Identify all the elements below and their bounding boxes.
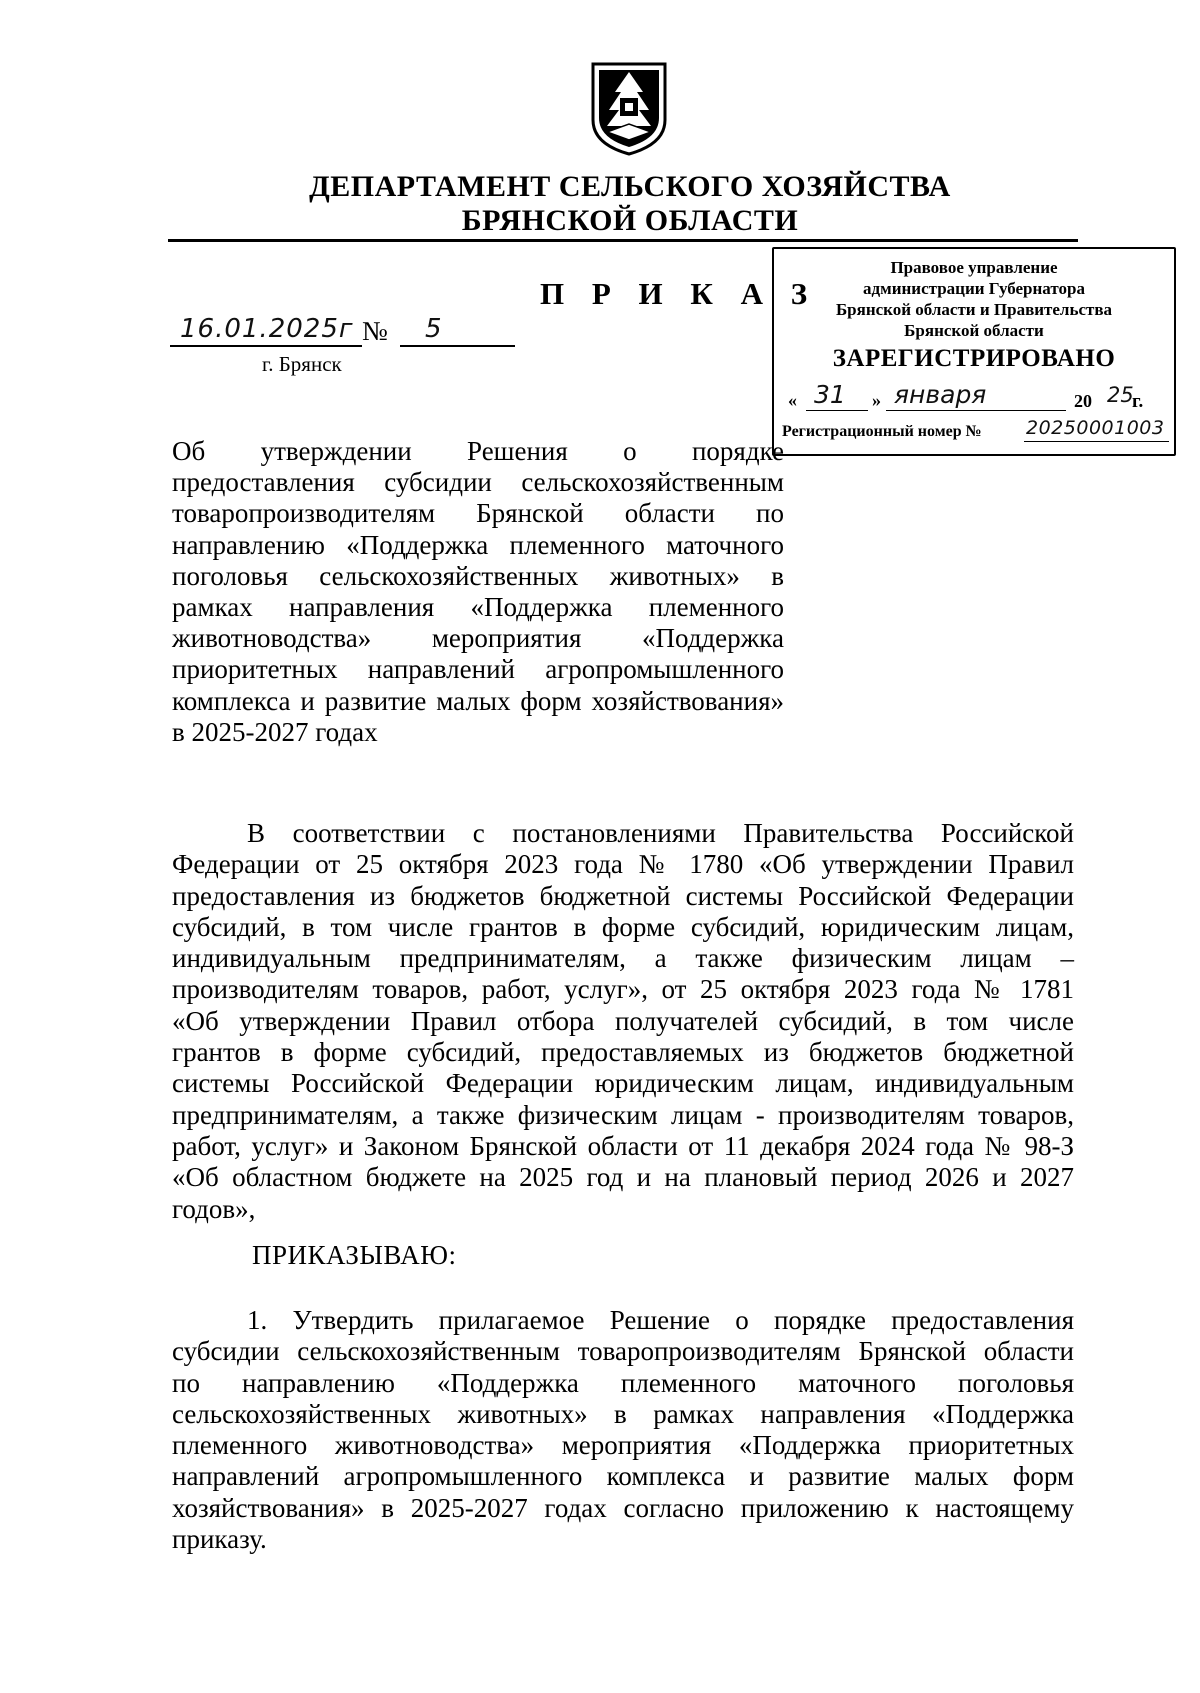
stamp-month-underline [886, 410, 1066, 411]
order-number-label: № [362, 316, 388, 346]
stamp-quote-open: « [788, 390, 797, 410]
registration-stamp [772, 247, 1176, 456]
order-number: 5 [425, 314, 442, 344]
stamp-line: Брянской области и Правительства [835, 300, 1113, 319]
body-line: предоставления из бюджетов бюджетной системы Российской Федерации [172, 880, 1074, 911]
subject-line: товаропроизводителям Брянской области по [172, 498, 784, 529]
body-line: Федерации от 25 октября 2023 года № 1780 «Об утверждении Правил [172, 849, 1074, 880]
date-underline [170, 345, 362, 347]
subject-line: животноводства» мероприятия «Поддержка [172, 623, 784, 654]
number-underline [400, 345, 515, 347]
subject-line: в 2025-2027 годах [172, 716, 378, 747]
header-divider [168, 239, 1078, 242]
coat-of-arms-icon [585, 58, 673, 158]
stamp-registration-label: Регистрационный номер № [782, 423, 982, 440]
body-line: производителям товаров, работ, услуг», от 25 октября 2023 года № 1781 [172, 974, 1074, 1005]
stamp-line: Правовое управление [890, 258, 1058, 277]
body-line: грантов в форме субсидий, предоставляемых из бюджетов бюджетной [172, 1037, 1074, 1068]
body-line: субсидий, в том числе грантов в форме субсидий, юридическим лицам, [172, 911, 1074, 942]
body-line: «Об утверждении Правил отбора получателей субсидий, в том числе [172, 1005, 1074, 1036]
orders-heading: ПРИКАЗЫВАЮ: [252, 1240, 457, 1270]
stamp-quote-close: » [872, 390, 881, 410]
stamp-line: администрации Губернатора [863, 279, 1085, 298]
stamp-day-underline [806, 410, 868, 411]
order-date: 16.01.2025г [180, 314, 354, 344]
item-line: 1. Утвердить прилагаемое Решение о порядке предоставления [247, 1305, 1074, 1335]
subject-line: поголовья сельскохозяйственных животных» в [172, 560, 784, 591]
body-line: «Об областном бюджете на 2025 год и на плановый период 2026 и 2027 [172, 1162, 1074, 1193]
stamp-registration-number: 20250001003 [1026, 417, 1165, 439]
document-title: П Р И К А З [540, 276, 818, 311]
order-subject [172, 436, 784, 748]
body-line: системы Российской Федерации юридическим лицам, индивидуальным [172, 1068, 1074, 1099]
item-line: субсидии сельскохозяйственным товаропроизводителям Брянской области [172, 1336, 1074, 1367]
order-item-1 [172, 1305, 1074, 1555]
stamp-line: Брянской области [904, 321, 1044, 340]
body-line: индивидуальным предпринимателям, а также физическим лицам – [172, 943, 1074, 974]
body-line: предпринимателям, а также физическим лицам - производителям товаров, [172, 1099, 1074, 1130]
item-line: сельскохозяйственных животных» в рамках направления «Поддержка [172, 1398, 1074, 1429]
subject-line: комплекса и развитие малых форм хозяйствования» [172, 685, 784, 716]
body-line: годов», [172, 1193, 256, 1224]
item-line: направлений агропромышленного комплекса и развитие малых форм [172, 1461, 1074, 1492]
item-line: племенного животноводства» мероприятия «Поддержка приоритетных [172, 1430, 1074, 1461]
body-line: работ, услуг» и Законом Брянской области от 11 декабря 2024 года № 98-З [172, 1130, 1074, 1161]
department-name-line2: БРЯНСКОЙ ОБЛАСТИ [461, 204, 799, 237]
city-label: г. Брянск [262, 352, 342, 376]
item-line: хозяйствования» в 2025-2027 годах согласно приложению к настоящему [172, 1492, 1074, 1523]
body-line: В соответствии с постановлениями Правительства Российской [247, 818, 1074, 848]
subject-line: предоставления субсидии сельскохозяйственным [172, 467, 784, 498]
subject-line: Об утверждении Решения о порядке [172, 436, 784, 466]
stamp-year-prefix: 20 [1074, 391, 1092, 411]
department-name-line1: ДЕПАРТАМЕНТ СЕЛЬСКОГО ХОЗЯЙСТВА [309, 170, 951, 203]
stamp-day: 31 [814, 380, 846, 409]
item-line: по направлению «Поддержка племенного маточного поголовья [172, 1367, 1074, 1398]
stamp-year: 25 [1107, 383, 1134, 407]
subject-line: рамках направления «Поддержка племенного [172, 592, 784, 623]
stamp-registered-label: ЗАРЕГИСТРИРОВАНО [832, 345, 1116, 372]
item-line: приказу. [172, 1524, 267, 1555]
subject-line: приоритетных направлений агропромышленного [172, 654, 784, 685]
stamp-year-suffix: г. [1132, 391, 1144, 412]
stamp-month: января [894, 380, 987, 409]
stamp-number-underline [1024, 441, 1169, 442]
subject-line: направлению «Поддержка племенного маточного [172, 529, 784, 560]
preamble-paragraph [172, 818, 1074, 1225]
